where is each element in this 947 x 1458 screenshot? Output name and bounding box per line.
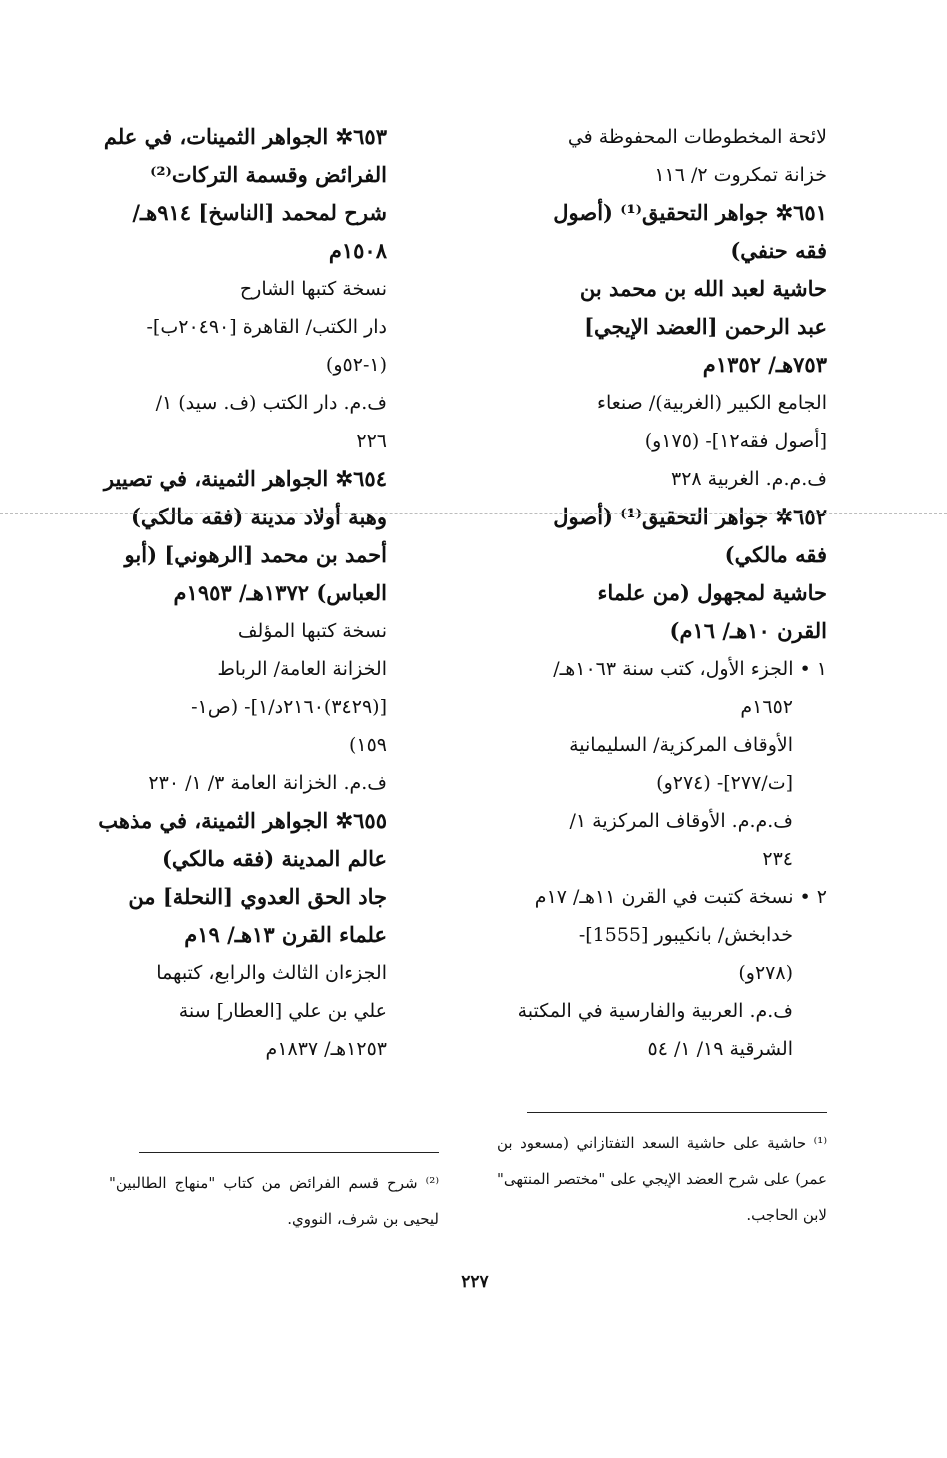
entry-text-line: الجزءان الثالث والرابع، كتبهما (156, 962, 387, 984)
entry-text-line: ف.م.م. الأوقاف المركزية ١/ (569, 810, 793, 832)
entry-text-line: ١٦٥٢م (740, 696, 793, 718)
entry-heading-line: ٦٥٥✲ الجواهر الثمينة، في مذهب (98, 808, 387, 833)
entry-heading-line: فقه حنفي) (730, 238, 827, 263)
entry-heading-line: وهبة أولاد مدينة (فقه مالكي) (130, 504, 387, 529)
entry-text-line: الأوقاف المركزية/ السليمانية (569, 734, 793, 756)
entry-text-line: الجامع الكبير (الغربية)/ صنعاء (597, 392, 827, 414)
entry-heading-line: فقه مالكي) (724, 542, 827, 567)
entry-heading-line: شرح لمحمد [الناسخ] ٩١٤هـ/ (132, 200, 387, 225)
entry-heading-line: ١٥٠٨م (328, 238, 387, 263)
entry-heading-line: ٦٥٤✲ الجواهر الثمينة، في تصيير (103, 466, 387, 491)
entry-heading-line: ٦٥٣✲ الجواهر الثمينات، في علم (103, 124, 387, 149)
right-column (497, 118, 827, 1068)
entry-text-line: الخزانة العامة/ الرباط (217, 658, 387, 680)
entry-heading-line: حاشية لعبد الله بن محمد بن (579, 276, 827, 301)
entry-text-line: ف.م. العربية والفارسية في المكتبة (517, 1000, 793, 1022)
entry-text-line: [(٣٤٢٩)٢١٦٠د/١]- (ص١- (191, 696, 387, 718)
entry-heading-line: ٧٥٣هـ/ ١٣٥٢م (702, 352, 827, 377)
entry-text-line: (١-٥٢و) (325, 354, 387, 376)
entry-text-line: ١٢٥٣هـ/ ١٨٣٧م (265, 1038, 387, 1060)
entry-heading-line: عبد الرحمن [العضد الإيجي] (584, 314, 827, 339)
entry-text-line: دار الكتب/ القاهرة [٢٠٤٩٠ب]- (146, 316, 387, 338)
entry-text-line: ١ • الجزء الأول، كتب سنة ١٠٦٣هـ/ (553, 658, 827, 680)
left-column (55, 118, 387, 1068)
entry-text-line: [أصول فقه١٢]- (١٧٥و) (644, 430, 827, 452)
entry-heading-line: جاد الحق العدوي [النحلة] من (128, 884, 387, 909)
footnote-right: ⁽¹⁾ حاشية على حاشية السعد التفتازاني (مسعود بن عمر) على شرح العضد الإيجي على "مختصر المنتهى" لابن الحاجب. (497, 1134, 827, 1224)
page-number: ٢٢٧ (461, 1272, 489, 1292)
entry-text-line: علي بن علي [العطار] سنة (178, 1000, 387, 1022)
entry-heading-line: أحمد بن محمد [الرهوني] (أبو (124, 542, 387, 567)
entry-heading-line: ٦٥١✲ جواهر التحقيق⁽¹⁾ (أصول (553, 200, 827, 225)
entry-text-line: الشرقية ١٩/ ١/ ٥٤ (647, 1038, 793, 1060)
entry-text-line: لائحة المخطوطات المحفوظة في (567, 126, 827, 148)
entry-heading-line: العباس) ١٣٧٢هـ/ ١٩٥٣م (173, 580, 387, 605)
entry-text-line: نسخة كتبها المؤلف (237, 620, 387, 642)
entry-heading-line: علماء القرن ١٣هـ/ ١٩م (184, 922, 387, 947)
entry-text-line: ٢٣٤ (762, 848, 793, 870)
entry-heading-line: عالم المدينة (فقه مالكي) (161, 846, 387, 871)
entry-text-line: ف.م. الخزانة العامة ٣/ ١/ ٢٣٠ (148, 772, 387, 794)
entry-heading-line: حاشية لمجهول (من علماء (597, 580, 827, 605)
footnote-rule-right (527, 1112, 827, 1113)
entry-text-line: ف.م.م. الغربية ٣٢٨ (671, 468, 827, 490)
scan-fold-line (0, 513, 947, 514)
entry-text-line: خزانة تمكروت ٢/ ١١٦ (654, 164, 827, 186)
entry-heading-line: ٦٥٢✲ جواهر التحقيق⁽¹⁾ (أصول (553, 504, 827, 529)
entry-heading-line: الفرائض وقسمة التركات⁽²⁾ (150, 162, 387, 187)
entry-heading-line: القرن ١٠هـ/ ١٦م) (669, 618, 827, 643)
entry-text-line: ف.م. دار الكتب (ف. سيد) ١/ (155, 392, 387, 414)
entry-text-line: خدابخش/ بانكيبور [1555]- (578, 924, 793, 946)
entry-text-line: ٢٢٦ (356, 430, 387, 452)
footnote-rule-left (139, 1152, 439, 1153)
entry-text-line: [ت/٢٧٧]- (٢٧٤و) (656, 772, 793, 794)
entry-text-line: ١٥٩) (348, 734, 387, 756)
entry-text-line: (٢٧٨و) (738, 962, 793, 984)
entry-text-line: نسخة كتبها الشارح (239, 278, 387, 300)
entry-text-line: ٢ • نسخة كتبت في القرن ١١هـ/ ١٧م (534, 886, 827, 908)
footnote-left: ⁽²⁾ شرح قسم الفرائض من كتاب "منهاج الطالبين" ليحيى بن شرف، النووي. (109, 1174, 439, 1228)
